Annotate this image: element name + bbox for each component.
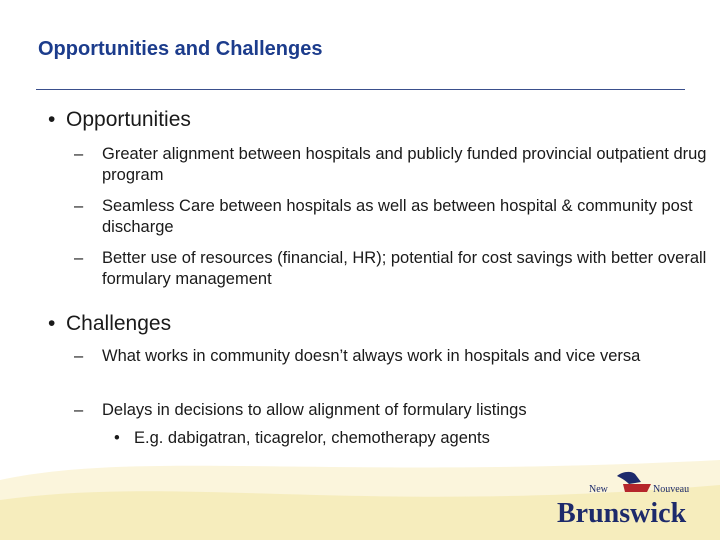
ship-sail-icon xyxy=(617,472,641,484)
new-brunswick-logo xyxy=(555,470,715,530)
bullet-heading: Challenges xyxy=(66,312,172,335)
logo-brunswick: Brunswick xyxy=(557,498,687,529)
bullet-marker: • xyxy=(48,312,56,335)
slide-title: Opportunities and Challenges xyxy=(38,38,323,60)
dash-marker: – xyxy=(74,145,84,163)
title-divider xyxy=(36,89,685,90)
sub-sub-bullet-text: E.g. dabigatran, ticagrelor, chemotherapy agents xyxy=(134,429,490,447)
sub-bullet-text: Better use of resources (financial, HR); potential for cost savings with better overall formulary management xyxy=(102,249,707,288)
logo-nouveau: Nouveau xyxy=(653,484,690,495)
sub-bullet-text: Delays in decisions to allow alignment of formulary listings xyxy=(102,401,527,419)
bullet-challenges xyxy=(48,312,171,336)
dash-marker: – xyxy=(74,401,84,419)
dash-marker: – xyxy=(74,197,84,215)
logo-new: New xyxy=(589,484,608,495)
sub-bullet xyxy=(74,248,720,290)
bullet-marker: • xyxy=(48,108,56,131)
dash-marker: – xyxy=(74,249,84,267)
bullet-opportunities xyxy=(48,108,191,132)
sub-bullet xyxy=(74,196,720,238)
dot-marker: • xyxy=(114,429,120,447)
sub-bullet xyxy=(74,400,720,421)
bullet-heading: Opportunities xyxy=(66,108,191,131)
dash-marker: – xyxy=(74,347,84,365)
sub-bullet-text: Greater alignment between hospitals and publicly funded provincial outpatient drug program xyxy=(102,145,707,184)
sub-bullet xyxy=(74,144,720,186)
sub-bullet-text: What works in community doesn’t always work in hospitals and vice versa xyxy=(102,347,641,365)
sub-bullet-text: Seamless Care between hospitals as well as between hospital & community post discharge xyxy=(102,197,693,236)
sub-bullet xyxy=(74,346,720,367)
ship-hull-icon xyxy=(623,484,651,492)
